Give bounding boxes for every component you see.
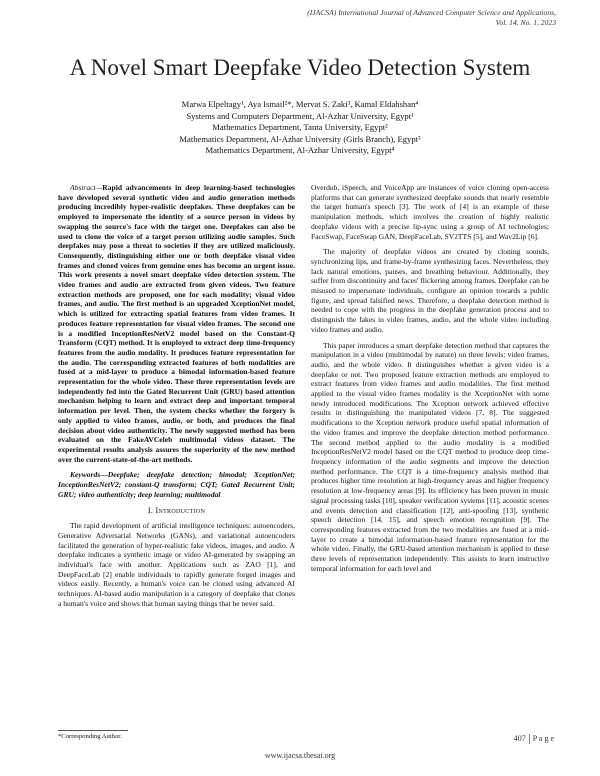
- footer-url: www.ijacsa.thesai.org: [264, 751, 336, 760]
- affiliation-3: Mathematics Department, Al-Azhar University (Girls Branch), Egypt³: [179, 133, 421, 144]
- affiliation-4: Mathematics Department, Al-Azhar University, Egypt⁴: [205, 145, 395, 156]
- journal-volume: Vol. 14, No. 1, 2023: [495, 18, 556, 27]
- intro-paragraph-1: The rapid development of artificial intelligence techniques: autoencoders, Generative Adversarial Networks (GANs), and variational autoencoders facilitated the generation of hyper-realistic fake videos, images, and audio. A deepfake indicates a synthetic image or video AI-generated by swapping an individual's face with another. Applications such as ZAO [1], and DeepFaceLab [2] enable individuals to rapidly generate forged images and videos easily. Recently, a human's voice can be cloned using advanced AI techniques. AI-based audio manipulation is a category of deepfake that clones a human's voice and shows that human saying things that he never said.: [58, 521, 295, 608]
- footnote: *Corresponding Author.: [58, 733, 122, 740]
- page-number-value: 407: [513, 734, 526, 743]
- keywords: [58, 470, 295, 499]
- paper-title: A Novel Smart Deepfake Video Detection System: [69, 55, 531, 80]
- section-title: Introduction: [155, 505, 206, 515]
- abstract-text: Rapid advancements in deep learning-based technologies have developed several synthetic video and audio generation methods producing incredibly hyper-realistic deepfakes. These deepfakes can be employed to impersonate the identity of a source person in videos by swapping the source's face with the target one. Deepfakes can also be used to clone the voice of a target person utilizing audio samples. Such deepfakes may pose a threat to societies if they are utilized maliciously. Consequently, distinguishing either one or both deepfake visual video frames and cloned voices from genuine ones has become an urgent issue. This work presents a novel smart deepfake video detection system. The video frames and audio are extracted from given videos. Two feature extraction methods are proposed, one for each modality; visual video frames, and audio. The first method is an upgraded XceptionNet model, which is utilized for extracting spatial features from video frames. It produces feature representation for visual video frames. The second one is a modified InceptionResNetV2 model based on the Constant-Q Transform (CQT) method. It is employed to extract deep time-frequency features from the audio modality. It produces feature representation for the audio. The corresponding extracted features of both modalities are fused at a mid-layer to produce a bimodal information-based feature representation for the whole video. These three representation levels are independently fed into the Gated Recurrent Unit (GRU) based attention mechanism helping to learn and extract deep and important temporal information per level. Then, the system checks whether the forgery is only applied to video frames, audio, or both, and produces the final decision about video authenticity. The newly suggested method has been evaluated on the FakeAVCeleb multimodal videos dataset. The experimental results analysis assures the superiority of the new method over the current-state-of-the-art methods.: [58, 183, 295, 464]
- journal-header: [156, 8, 556, 28]
- abstract: [58, 183, 295, 464]
- journal-name: (IJACSA) International Journal of Advanced Computer Science and Applications,: [307, 8, 556, 17]
- page-divider: [529, 734, 530, 744]
- author-names: Marwa Elpeltagy¹, Aya Ismail²*, Mervat S. Zaki³, Kamal Eldahshan⁴: [181, 99, 419, 109]
- footnote-rule: [58, 730, 128, 731]
- page-number: [514, 734, 556, 744]
- abstract-label: Abstract—: [70, 183, 103, 192]
- right-paragraph-1: Overdub, iSpeech, and VoiceApp are instances of voice cloning open-access platforms that can generate synthesized deepfake sounds that nearly resemble the target human's speech [3]. The work of [4] is an example of these manipulation methods, which involves the creation of highly realistic deepfake videos with a precise lip-sync using a group of AI technologies; FaceSwap, FaceSwap GAN, DeepFaceLab, SV2TTS [5], and Wav2Lip [6].: [311, 183, 549, 241]
- right-paragraph-3: This paper introduces a smart deepfake detection method that captures the manipulation in a video (multimodal by nature) on three levels; video frames, audio, and the whole video. It distinguishes whether a given video is a deepfake or not. Two proposed feature extraction methods are employed to extract features from video frames and audio modalities. The first method applied to the visual video frames modality is the XceptionNet with some newly introduced modifications. The Xception network achieved effective results in distinguishing the manipulated videos [7, 8]. The suggested modifications to the Xception network produce useful spatial information of the video frames and improve the deepfake detection method performance. The second method applied to the audio modality is a modified InceptionResNetV2 model based on the CQT method to produce deep time-frequency information of the audio segments and improve the detection method performance. The CQT is a time-frequency analysis method that produces higher time resolution at high-frequency areas and higher frequency resolution at low-frequency areas [9]. Its efficiency has been proven in music signal processing tasks [10], speaker verification systems [11], acoustic scenes and events detection and classification [12], anti-spoofing [13], synthetic speech detection [14, 15], and speech emotion recognition [9]. The corresponding features extracted from the two modalities are fused at a mid-layer to create a bimodal information-based feature representation for the whole video. Finally, the GRU-based attention mechanism is applied to these three levels of representation independently. This assists to learn instructive temporal information for each level and: [311, 340, 549, 573]
- right-column: [311, 183, 549, 579]
- affiliation-2: Mathematics Department, Tanta University, Egypt²: [212, 122, 388, 133]
- page-label: P a g e: [532, 734, 554, 743]
- author-block: [0, 99, 600, 157]
- left-column: [58, 183, 295, 615]
- keywords-text: Deepfake; deepfake detection; bimodal; XceptionNet; InceptionResNetV2; constant-Q transform; CQT; Gated Recurrent Unit; GRU; video authenticity; deep learning; multimodal: [58, 470, 295, 499]
- section-heading: [58, 506, 295, 516]
- section-number: I.: [147, 505, 154, 515]
- affiliation-1: Systems and Computers Department, Al-Azhar University, Egypt¹: [186, 110, 414, 121]
- right-paragraph-2: The majority of deepfake videos are created by cloning sounds, synchronizing lips, and frame-by-frame synthesizing faces. Nevertheless, they lack natural emotions, pauses, and breathing behaviour. Additionally, they suffer from discontinuity and faces' flickering among frames. Deepfake can be misused to impersonate individuals, configure an opinion towards a public figure, and spread falsified news. Therefore, a deepfake detection method is needed to cope with the progress in the deepfake generation process and to distinguish the fakes in video frames, audio, and the whole video including video frames and audio.: [311, 247, 549, 334]
- keywords-label: Keywords—: [70, 470, 108, 480]
